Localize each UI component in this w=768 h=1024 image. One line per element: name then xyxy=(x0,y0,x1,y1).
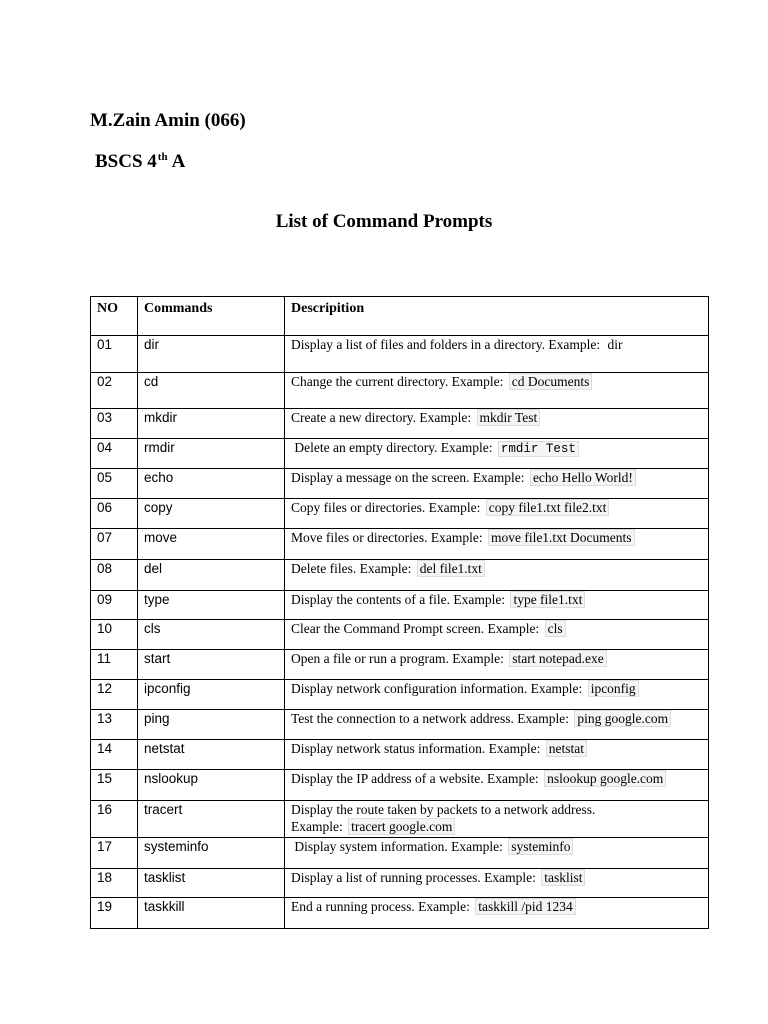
table-row xyxy=(91,469,709,499)
example-code: copy file1.txt file2.txt xyxy=(486,499,610,516)
class-suffix: A xyxy=(171,151,186,172)
command-description xyxy=(285,801,709,838)
description-text: Display system information. Example: xyxy=(291,839,503,854)
class-superscript: th xyxy=(157,151,168,163)
description-text: Delete an empty directory. Example: xyxy=(291,440,493,455)
row-number: 08 xyxy=(91,560,138,591)
command-description xyxy=(285,680,709,710)
description-text: Display the IP address of a website. Example: xyxy=(291,771,539,786)
description-text: Create a new directory. Example: xyxy=(291,410,472,425)
description-text: Change the current directory. Example: xyxy=(291,374,504,389)
table-row xyxy=(91,560,709,591)
description-text: Copy files or directories. Example: xyxy=(291,500,481,515)
commands-table xyxy=(90,296,709,929)
row-number: 16 xyxy=(91,801,138,838)
row-number: 04 xyxy=(91,439,138,469)
command-description xyxy=(285,838,709,869)
row-number: 11 xyxy=(91,650,138,680)
table-row xyxy=(91,499,709,529)
command-name: del xyxy=(138,560,285,591)
command-name: systeminfo xyxy=(138,838,285,869)
description-text: Clear the Command Prompt screen. Example: xyxy=(291,621,540,636)
class-prefix: BSCS 4 xyxy=(95,151,157,172)
row-number: 05 xyxy=(91,469,138,499)
command-description xyxy=(285,740,709,770)
row-number: 03 xyxy=(91,409,138,439)
table-row xyxy=(91,650,709,680)
table-row xyxy=(91,529,709,560)
command-description xyxy=(285,650,709,680)
command-name: rmdir xyxy=(138,439,285,469)
command-name: netstat xyxy=(138,740,285,770)
description-text: Test the connection to a network address. Example: xyxy=(291,711,569,726)
row-number: 06 xyxy=(91,499,138,529)
page-title: List of Command Prompts xyxy=(275,211,493,232)
header-description: Descripition xyxy=(285,297,709,336)
command-description xyxy=(285,469,709,499)
example-code: dir xyxy=(607,337,623,352)
row-number: 09 xyxy=(91,591,138,620)
example-code: ping google.com xyxy=(574,710,671,727)
example-code: nslookup google.com xyxy=(544,770,666,787)
example-code: move file1.txt Documents xyxy=(488,529,635,546)
description-text: Move files or directories. Example: xyxy=(291,530,483,545)
table-row xyxy=(91,409,709,439)
table-row xyxy=(91,740,709,770)
description-text: Display a message on the screen. Example: xyxy=(291,470,525,485)
command-description xyxy=(285,439,709,469)
table-row xyxy=(91,770,709,801)
command-description xyxy=(285,710,709,740)
description-text: Delete files. Example: xyxy=(291,561,412,576)
command-name: start xyxy=(138,650,285,680)
table-row xyxy=(91,373,709,409)
row-number: 19 xyxy=(91,898,138,929)
table-row xyxy=(91,869,709,898)
header-no: NO xyxy=(91,297,138,336)
example-code: echo Hello World! xyxy=(530,469,636,486)
command-name: type xyxy=(138,591,285,620)
row-number: 10 xyxy=(91,620,138,650)
example-code: tasklist xyxy=(541,869,585,886)
example-code: cls xyxy=(545,620,566,637)
example-code: del file1.txt xyxy=(417,560,485,577)
command-name: cls xyxy=(138,620,285,650)
command-name: cd xyxy=(138,373,285,409)
header-commands: Commands xyxy=(138,297,285,336)
description-text: End a running process. Example: xyxy=(291,899,470,914)
example-code: ipconfig xyxy=(588,680,639,697)
table-header-row xyxy=(91,297,709,336)
description-text: Display network configuration information. Example: xyxy=(291,681,583,696)
command-description xyxy=(285,770,709,801)
command-description xyxy=(285,898,709,929)
command-name: echo xyxy=(138,469,285,499)
example-code: cd Documents xyxy=(509,373,593,390)
description-text: Display the route taken by packets to a network address. xyxy=(291,802,596,817)
command-name: taskkill xyxy=(138,898,285,929)
example-code: systeminfo xyxy=(508,838,573,855)
description-text: Display a list of files and folders in a directory. Example: xyxy=(291,337,601,352)
example-code: mkdir Test xyxy=(477,409,541,426)
command-name: ipconfig xyxy=(138,680,285,710)
command-description xyxy=(285,529,709,560)
command-description xyxy=(285,869,709,898)
description-text: Display the contents of a file. Example: xyxy=(291,592,506,607)
row-number: 02 xyxy=(91,373,138,409)
table-row xyxy=(91,620,709,650)
command-name: nslookup xyxy=(138,770,285,801)
command-description xyxy=(285,499,709,529)
example-code: taskkill /pid 1234 xyxy=(475,898,576,915)
description-text: Display network status information. Example: xyxy=(291,741,541,756)
command-description xyxy=(285,409,709,439)
example-code: rmdir Test xyxy=(498,441,579,457)
example-code: netstat xyxy=(546,740,587,757)
row-number: 13 xyxy=(91,710,138,740)
description-text: Open a file or run a program. Example: xyxy=(291,651,504,666)
command-name: copy xyxy=(138,499,285,529)
row-number: 12 xyxy=(91,680,138,710)
table-row xyxy=(91,439,709,469)
row-number: 18 xyxy=(91,869,138,898)
description-line-2 xyxy=(291,818,702,835)
table-row xyxy=(91,591,709,620)
command-description xyxy=(285,560,709,591)
command-description xyxy=(285,591,709,620)
example-code: tracert google.com xyxy=(348,818,455,835)
command-name: dir xyxy=(138,336,285,373)
row-number: 17 xyxy=(91,838,138,869)
command-name: tracert xyxy=(138,801,285,838)
command-name: ping xyxy=(138,710,285,740)
command-name: mkdir xyxy=(138,409,285,439)
author-name: M.Zain Amin (066) xyxy=(90,110,246,131)
command-description xyxy=(285,336,709,373)
row-number: 01 xyxy=(91,336,138,373)
table-row xyxy=(91,801,709,838)
table-row xyxy=(91,336,709,373)
class-label xyxy=(95,151,185,173)
row-number: 14 xyxy=(91,740,138,770)
description-text: Display a list of running processes. Example: xyxy=(291,870,536,885)
row-number: 07 xyxy=(91,529,138,560)
command-name: move xyxy=(138,529,285,560)
example-code: type file1.txt xyxy=(510,591,585,608)
table-row xyxy=(91,838,709,869)
description-text-continued: Example: xyxy=(291,819,343,834)
row-number: 15 xyxy=(91,770,138,801)
table-row xyxy=(91,710,709,740)
command-description xyxy=(285,373,709,409)
command-description xyxy=(285,620,709,650)
example-code: start notepad.exe xyxy=(509,650,606,667)
table-row xyxy=(91,898,709,929)
command-name: tasklist xyxy=(138,869,285,898)
table-row xyxy=(91,680,709,710)
